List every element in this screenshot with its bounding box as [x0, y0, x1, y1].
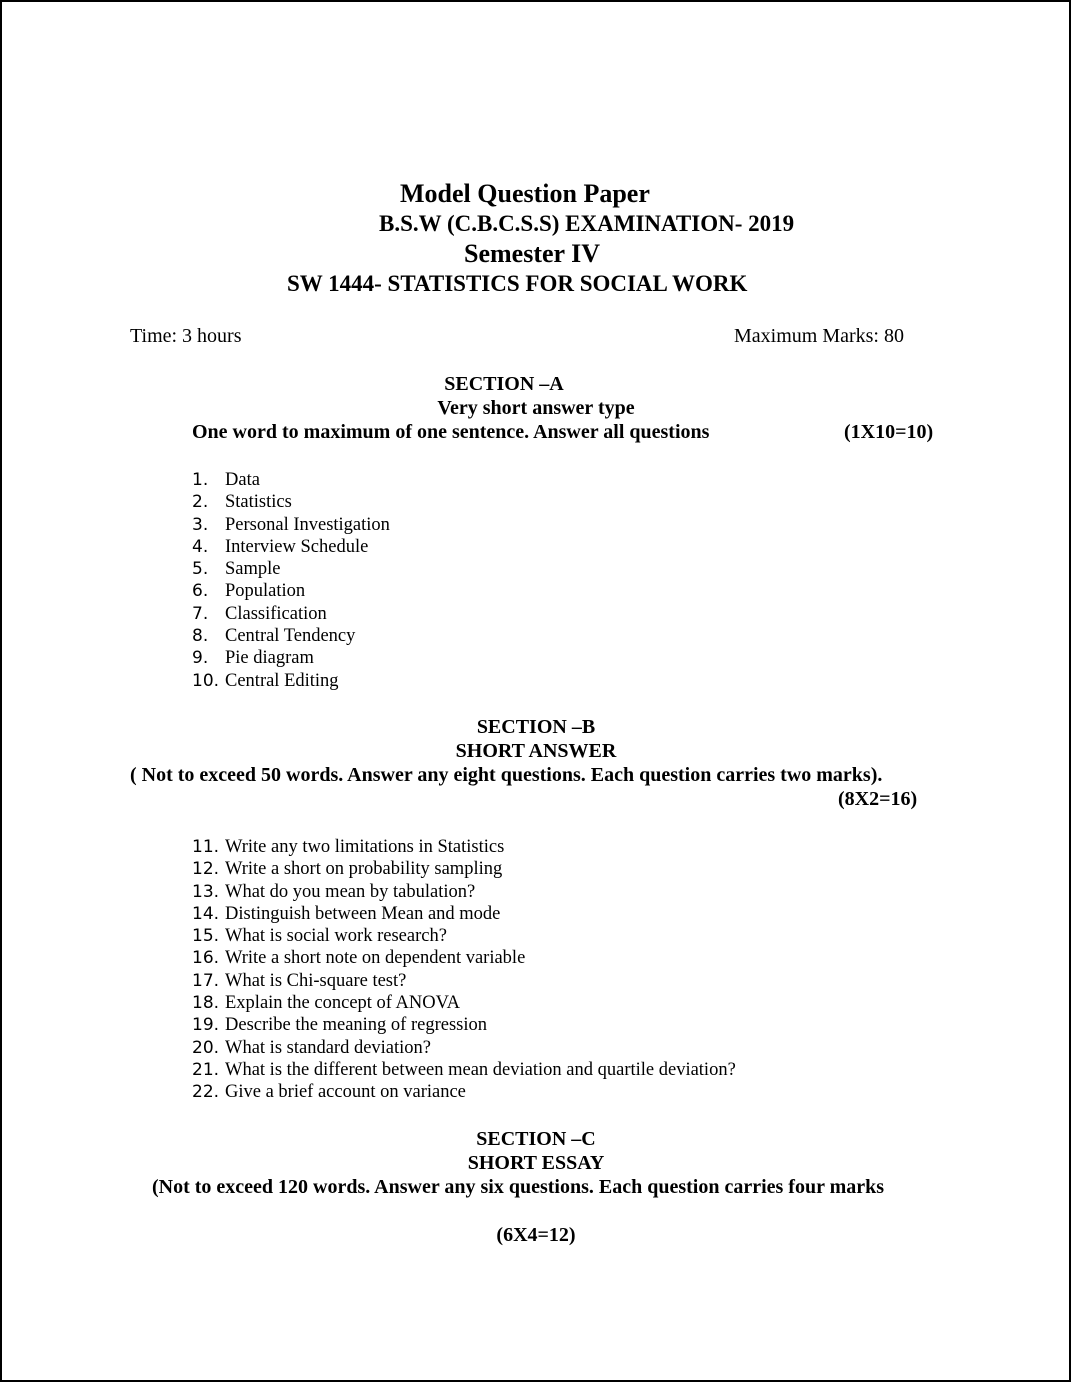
question-text: Personal Investigation — [225, 514, 390, 535]
question-number: 14. — [192, 903, 220, 924]
section-b-subheading: SHORT ANSWER — [455, 740, 617, 762]
question-item — [192, 580, 390, 602]
question-number: 15. — [192, 926, 220, 947]
question-text: What is social work research? — [225, 926, 447, 947]
question-number: 5. — [192, 559, 209, 580]
question-item — [192, 670, 390, 692]
section-c-subheading: SHORT ESSAY — [467, 1152, 605, 1174]
exam-name: B.S.W (C.B.C.S.S) EXAMINATION- 2019 — [379, 211, 795, 236]
section-b-instruction: ( Not to exceed 50 words. Answer any eight questions. Each question carries two marks). — [130, 764, 883, 786]
question-text: Data — [225, 470, 260, 490]
question-text: What do you mean by tabulation? — [225, 881, 476, 902]
question-number: 18. — [192, 993, 220, 1014]
question-text: What is standard deviation? — [225, 1037, 432, 1058]
section-a-heading: SECTION –A — [444, 373, 564, 395]
section-c-heading: SECTION –C — [476, 1128, 596, 1150]
question-number: 8. — [192, 626, 209, 647]
question-text: Distinguish between Mean and mode — [225, 903, 501, 924]
question-number: 10. — [192, 670, 220, 691]
section-c-instruction: (Not to exceed 120 words. Answer any six questions. Each question carries four marks — [152, 1176, 885, 1198]
maximum-marks: Maximum Marks: 80 — [734, 325, 904, 347]
question-number: 13. — [192, 881, 220, 902]
question-number: 4. — [192, 536, 209, 557]
question-item — [192, 903, 736, 925]
question-number: 12. — [192, 859, 220, 880]
question-number: 19. — [192, 1015, 220, 1036]
question-text: Write any two limitations in Statistics — [225, 837, 505, 857]
question-item — [192, 1059, 736, 1081]
section-b-question-list — [192, 836, 736, 1104]
question-text: Central Tendency — [225, 626, 356, 647]
question-text: What is Chi-square test? — [225, 970, 407, 991]
question-number: 17. — [192, 970, 220, 991]
question-item — [192, 925, 736, 947]
question-text: Write a short on probability sampling — [225, 859, 503, 880]
question-item — [192, 558, 390, 580]
question-item — [192, 1037, 736, 1059]
question-item — [192, 858, 736, 880]
question-number: 16. — [192, 948, 220, 969]
question-text: Statistics — [225, 492, 292, 513]
question-item — [192, 992, 736, 1014]
question-number: 6. — [192, 581, 209, 602]
question-number: 11. — [192, 837, 220, 857]
question-text: Population — [225, 581, 306, 602]
section-a-instruction: One word to maximum of one sentence. Answer all questions — [192, 421, 710, 443]
question-text: Write a short note on dependent variable — [225, 948, 526, 969]
question-number: 21. — [192, 1059, 220, 1080]
question-item — [192, 469, 390, 491]
section-a-question-list — [192, 469, 390, 692]
question-item — [192, 947, 736, 969]
time-allowed: Time: 3 hours — [130, 325, 242, 347]
question-number: 1. — [192, 470, 209, 490]
section-a-marks: (1X10=10) — [844, 421, 934, 443]
question-text: Describe the meaning of regression — [225, 1015, 487, 1036]
question-item — [192, 836, 736, 858]
question-item — [192, 625, 390, 647]
question-text: Pie diagram — [225, 648, 314, 669]
question-text: Central Editing — [225, 670, 339, 691]
section-b-marks: (8X2=16) — [838, 788, 918, 810]
semester: Semester IV — [464, 239, 600, 268]
question-item — [192, 1014, 736, 1036]
question-number: 20. — [192, 1037, 220, 1058]
section-c-marks: (6X4=12) — [496, 1224, 576, 1246]
question-text: Sample — [225, 559, 281, 580]
question-item — [192, 603, 390, 625]
question-number: 2. — [192, 492, 209, 513]
question-item — [192, 514, 390, 536]
question-item — [192, 536, 390, 558]
question-item — [192, 1081, 736, 1103]
section-b-heading: SECTION –B — [476, 716, 596, 738]
question-text: What is the different between mean deviation and quartile deviation? — [225, 1059, 736, 1080]
question-number: 9. — [192, 648, 209, 669]
question-item — [192, 970, 736, 992]
question-item — [192, 491, 390, 513]
question-item — [192, 647, 390, 669]
section-a-subheading: Very short answer type — [437, 397, 635, 419]
question-number: 3. — [192, 514, 209, 535]
question-text: Give a brief account on variance — [225, 1082, 466, 1103]
question-item — [192, 881, 736, 903]
question-text: Explain the concept of ANOVA — [225, 993, 460, 1014]
question-number: 22. — [192, 1082, 220, 1103]
course-title: SW 1444- STATISTICS FOR SOCIAL WORK — [287, 271, 748, 296]
question-text: Interview Schedule — [225, 536, 369, 557]
question-text: Classification — [225, 603, 327, 624]
paper-title: Model Question Paper — [400, 179, 650, 208]
question-number: 7. — [192, 603, 209, 624]
